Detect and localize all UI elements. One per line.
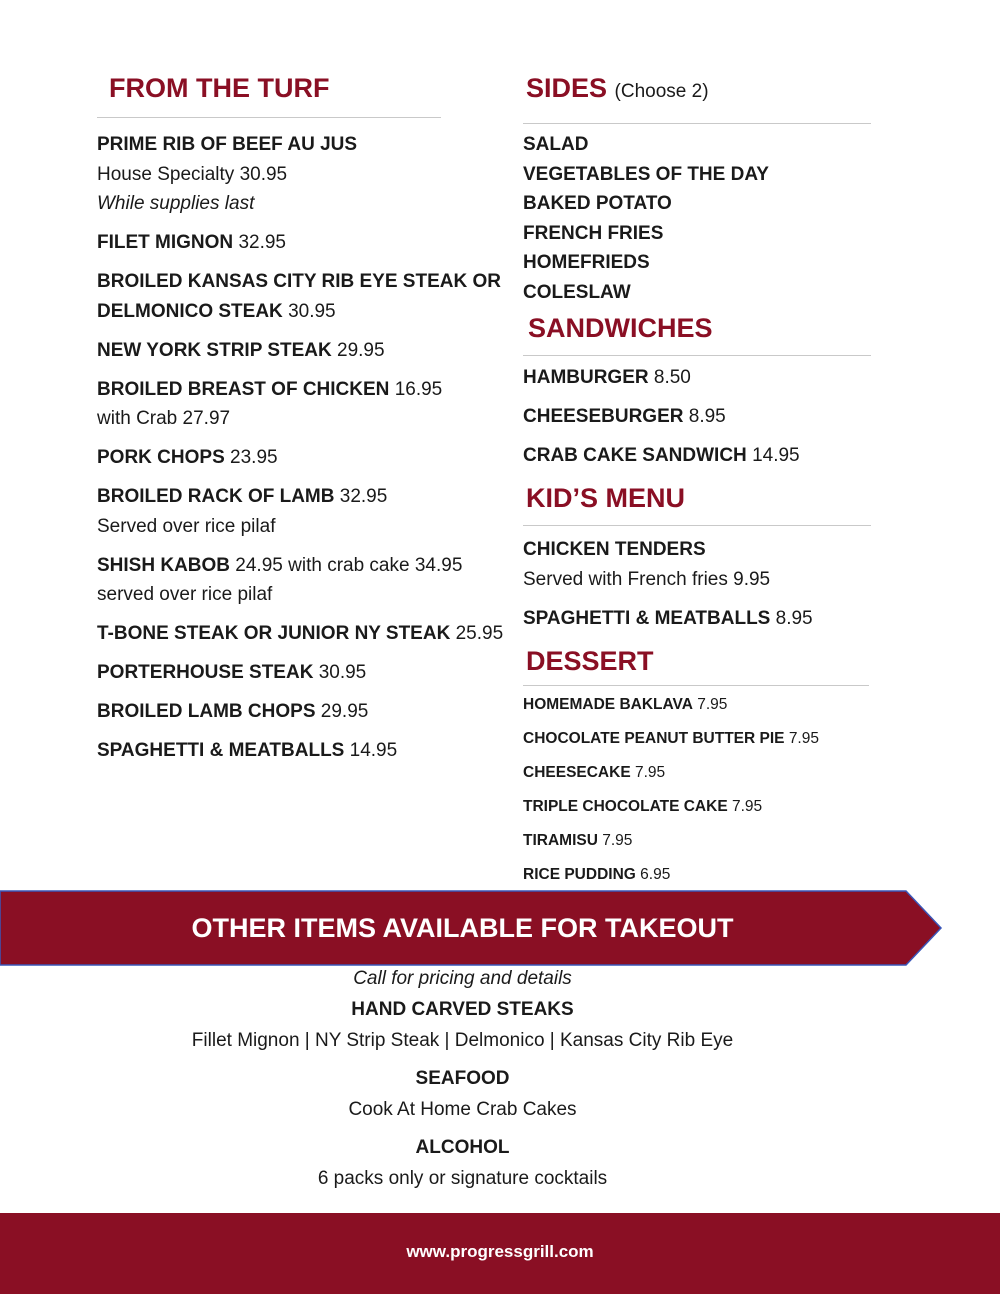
turf-section — [97, 70, 507, 775]
item-name-line2: DELMONICO STEAK — [97, 300, 283, 322]
kids-divider — [523, 525, 871, 526]
takeout-desc: 6 packs only or signature cocktails — [317, 1168, 608, 1189]
item-name: SHISH KABOB — [97, 554, 231, 576]
sides-subtitle: (Choose 2) — [614, 81, 709, 102]
item-price: 7.95 — [697, 695, 728, 713]
menu-item — [97, 443, 507, 473]
item-name: BROILED RACK OF LAMB — [97, 486, 335, 507]
item-name: PRIME RIB OF BEEF AU JUS — [97, 134, 358, 155]
sandwiches-section — [523, 310, 873, 471]
sides-title-text: SIDES — [526, 73, 608, 103]
item-price: 23.95 — [230, 447, 278, 468]
item-name: CHICKEN TENDERS — [523, 539, 706, 560]
item-price: 30.95 — [288, 300, 336, 322]
kids-title: KID’S MENU — [526, 483, 686, 513]
item-price: 7.95 — [634, 763, 666, 781]
item-name: PORK CHOPS — [97, 447, 225, 468]
side-item: VEGETABLES OF THE DAY — [523, 163, 769, 185]
item-price: 8.95 — [775, 607, 813, 629]
item-price: 7.95 — [602, 831, 633, 849]
side-item: BAKED POTATO — [523, 193, 672, 214]
takeout-banner — [0, 890, 945, 966]
takeout-heading: ALCOHOL — [415, 1137, 510, 1158]
takeout-note: Call for pricing and details — [353, 968, 572, 989]
takeout-heading: SEAFOOD — [415, 1068, 510, 1089]
item-price: 30.95 — [318, 662, 367, 683]
menu-item — [97, 375, 507, 434]
menu-item — [97, 228, 507, 258]
sandwiches-title: SANDWICHES — [528, 313, 713, 343]
dessert-section — [523, 643, 873, 892]
item-name: CHEESEBURGER — [523, 406, 684, 427]
dessert-item — [523, 858, 873, 892]
item-note: While supplies last — [97, 193, 255, 214]
menu-item — [97, 697, 507, 727]
item-price: 7.95 — [788, 729, 819, 747]
takeout-details — [0, 963, 925, 1201]
menu-item — [523, 604, 873, 634]
item-name: SPAGHETTI & MEATBALLS — [523, 607, 771, 629]
right-column — [523, 70, 873, 892]
menu-item — [97, 336, 507, 366]
item-name: PORTERHOUSE STEAK — [97, 662, 314, 683]
item-name: T-BONE STEAK OR JUNIOR NY STEAK — [97, 623, 451, 644]
menu-item — [523, 441, 873, 471]
item-desc: Served with French fries 9.95 — [523, 568, 771, 590]
takeout-heading: HAND CARVED STEAKS — [351, 999, 574, 1020]
menu-item — [97, 736, 507, 766]
item-price: 8.50 — [653, 367, 691, 388]
item-name: CRAB CAKE SANDWICH — [523, 445, 747, 466]
dessert-item — [523, 824, 873, 858]
side-item: SALAD — [523, 134, 589, 155]
side-item: FRENCH FRIES — [523, 222, 664, 244]
item-name: FILET MIGNON — [97, 232, 234, 253]
item-name: BROILED LAMB CHOPS — [97, 701, 316, 722]
item-desc: served over rice pilaf — [97, 584, 273, 605]
item-name: SPAGHETTI & MEATBALLS — [97, 740, 345, 761]
side-item: COLESLAW — [523, 281, 631, 303]
item-price: 16.95 — [394, 378, 443, 400]
item-price: 32.95 — [339, 486, 388, 507]
footer-bar — [0, 1213, 1000, 1294]
menu-item — [523, 535, 873, 594]
item-price: 6.95 — [640, 865, 671, 883]
item-price: 14.95 — [752, 445, 800, 466]
dessert-item — [523, 756, 873, 790]
turf-divider — [97, 117, 441, 118]
menu-item — [97, 658, 507, 688]
item-name: TIRAMISU — [523, 831, 598, 849]
menu-item — [97, 482, 507, 541]
item-price: 29.95 — [320, 701, 369, 722]
takeout-desc: Cook At Home Crab Cakes — [348, 1099, 577, 1120]
menu-item — [97, 267, 507, 326]
item-name: BROILED KANSAS CITY RIB EYE STEAK OR — [97, 271, 501, 292]
menu-item — [523, 363, 873, 393]
menu-item — [97, 619, 507, 649]
item-name: HOMEMADE BAKLAVA — [523, 695, 693, 713]
dessert-divider — [523, 685, 869, 686]
item-name: BROILED BREAST OF CHICKEN — [97, 378, 390, 400]
sides-divider — [523, 123, 871, 124]
item-desc: Served over rice pilaf — [97, 515, 276, 537]
item-desc: with Crab 27.97 — [97, 408, 231, 429]
kids-section — [523, 480, 873, 633]
takeout-desc: Fillet Mignon | NY Strip Steak | Delmonico | Kansas City Rib Eye — [191, 1030, 734, 1051]
item-price: 29.95 — [337, 339, 385, 361]
item-name: HAMBURGER — [523, 367, 649, 388]
menu-item — [523, 402, 873, 432]
sandwiches-divider — [523, 355, 871, 356]
item-name: NEW YORK STRIP STEAK — [97, 339, 332, 361]
dessert-title: DESSERT — [526, 645, 654, 676]
item-price: 24.95 with crab cake 34.95 — [235, 554, 463, 576]
menu-item — [97, 130, 507, 219]
banner-title: OTHER ITEMS AVAILABLE FOR TAKEOUT — [191, 913, 734, 943]
item-price: 32.95 — [238, 232, 286, 253]
item-name: TRIPLE CHOCOLATE CAKE — [523, 797, 728, 815]
item-price: 14.95 — [349, 740, 398, 761]
dessert-item — [523, 722, 873, 756]
side-item: HOMEFRIEDS — [523, 252, 650, 273]
sides-title — [523, 70, 873, 110]
turf-title: FROM THE TURF — [109, 73, 330, 103]
dessert-item — [523, 790, 873, 824]
menu-item — [97, 551, 507, 610]
item-name: CHOCOLATE PEANUT BUTTER PIE — [523, 729, 785, 747]
item-price: 8.95 — [688, 406, 726, 427]
item-name: RICE PUDDING — [523, 865, 636, 883]
item-name: CHEESECAKE — [523, 763, 631, 781]
item-desc: House Specialty 30.95 — [97, 163, 288, 185]
website-link[interactable]: www.progressgrill.com — [406, 1242, 594, 1261]
sides-section — [523, 70, 873, 307]
dessert-item — [523, 688, 873, 722]
item-price: 7.95 — [731, 797, 763, 815]
item-price: 25.95 — [455, 623, 504, 644]
